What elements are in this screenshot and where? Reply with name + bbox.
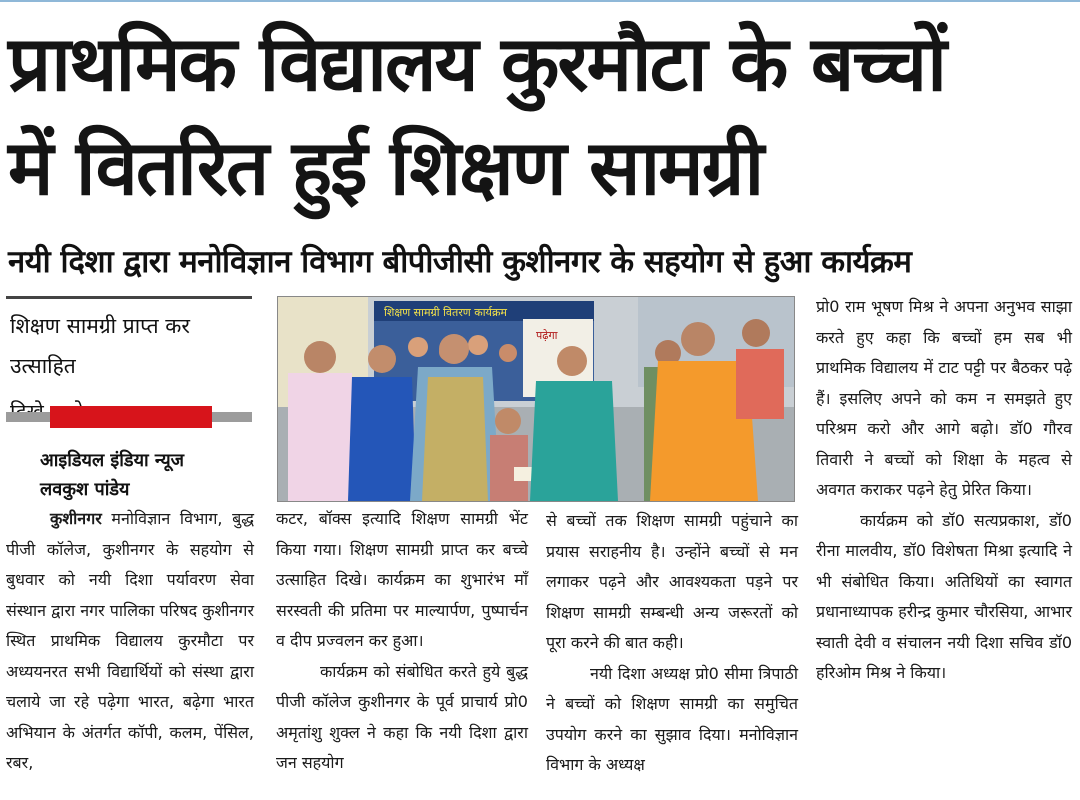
article-col4-paragraph-1: प्रो0 राम भूषण मिश्र ने अपना अनुभव साझा करते हुए कहा कि बच्चों हम सब भी प्राथमिक विद्यालय में टाट पट्टी पर बैठकर पढ़े हैं। इसलिए अपने को कम न समझते हुए परिश्रम करो और आगे बढ़ो। डॉ0 गौरव तिवारी ने बच्चों को शिक्षा के महत्व से अवगत कराकर पढ़ने हेतु प्रेरित किया। bbox=[816, 297, 1072, 499]
byline-reporter: लवकुश पांडेय bbox=[40, 479, 130, 500]
byline bbox=[40, 446, 184, 504]
photo-banner-text: शिक्षण सामग्री वितरण कार्यक्रम bbox=[384, 306, 507, 319]
event-photo bbox=[277, 296, 795, 502]
article-col3-paragraph-1: से बच्चों तक शिक्षण सामग्री पहुंचाने का प्रयास सराहनीय है। उन्होंने बच्चों से मन लगाकर पढ़ने और आवश्यकता पड़ने पर शिक्षण सामग्री सम्बन्धी अन्य जरूरतों को पूरा करने की बात कही। bbox=[546, 511, 798, 652]
article-column-3 bbox=[546, 506, 798, 781]
subheadline: नयी दिशा द्वारा मनोविज्ञान विभाग बीपीजीसी कुशीनगर के सहयोग से हुआ कार्यक्रम bbox=[8, 244, 912, 280]
headline-line-1: प्राथमिक विद्यालय कुरमौटा के बच्चों bbox=[8, 19, 945, 108]
article-column-2 bbox=[276, 504, 528, 779]
article-col4-paragraph-2: कार्यक्रम को डॉ0 सत्यप्रकाश, डॉ0 रीना मालवीय, डॉ0 विशेषता मिश्रा इत्यादि ने भी संबोधित किया। अतिथियों का स्वागत प्रधानाध्यापक हरीन्द्र कुमार चौरसिया, आभार स्वाती देवी व संचालन नयी दिशा सचिव डॉ0 हरिओम मिश्र ने किया। bbox=[816, 510, 1072, 682]
headline-line-2: में वितरित हुई शिक्षण सामग्री bbox=[8, 123, 763, 212]
article-col3-paragraph-2: नयी दिशा अध्यक्ष प्रो0 सीमा त्रिपाठी ने बच्चों को शिक्षण सामग्री का समुचित उपयोग करने का सुझाव दिया। मनोविज्ञान विभाग के अध्यक्ष bbox=[546, 663, 798, 774]
kicker-line-1: शिक्षण सामग्री प्राप्त कर उत्साहित bbox=[10, 314, 191, 378]
article-dateline: कुशीनगर bbox=[50, 509, 102, 528]
page-top-line bbox=[0, 0, 1080, 2]
kicker-red-bar bbox=[50, 406, 212, 428]
event-photo-illustration bbox=[278, 297, 794, 501]
article-column-4 bbox=[816, 292, 1072, 689]
article-column-1 bbox=[6, 504, 254, 779]
article-col2-paragraph-1: कटर, बॉक्स इत्यादि शिक्षण सामग्री भेंट किया गया। शिक्षण सामग्री प्राप्त कर बच्चे उत्साहित दिखे। कार्यक्रम का शुभारंभ माँ सरस्वती की प्रतिमा पर माल्यार्पण, पुष्पार्चन व दीप प्रज्वलन कर हुआ। bbox=[276, 509, 528, 650]
article-col2-paragraph-2: कार्यक्रम को संबोधित करते हुये बुद्ध पीजी कॉलेज कुशीनगर के पूर्व प्राचार्य प्रो0 अमृतांशु शुक्ल ने कहा कि नयी दिशा द्वारा जन सहयोग bbox=[276, 661, 528, 772]
photo-poster-text: पढ़ेगा bbox=[536, 329, 558, 342]
kicker-top-rule bbox=[6, 296, 252, 299]
article-col1-text: मनोविज्ञान विभाग, बुद्ध पीजी कॉलेज, कुशीनगर के सहयोग से बुधवार को नयी दिशा पर्यावरण सेवा संस्थान द्वारा नगर पालिका परिषद कुशीनगर स्थित प्राथमिक विद्यालय कुरमौटा पर अध्ययनरत सभी विद्यार्थियों को संस्था द्वारा चलाये जा रहे पढ़ेगा भारत, बढ़ेगा भारत अभियान के अंतर्गत कॉपी, कलम, पेंसिल, रबर, bbox=[6, 509, 255, 772]
byline-publication: आइडियल इंडिया न्यूज bbox=[40, 450, 185, 471]
